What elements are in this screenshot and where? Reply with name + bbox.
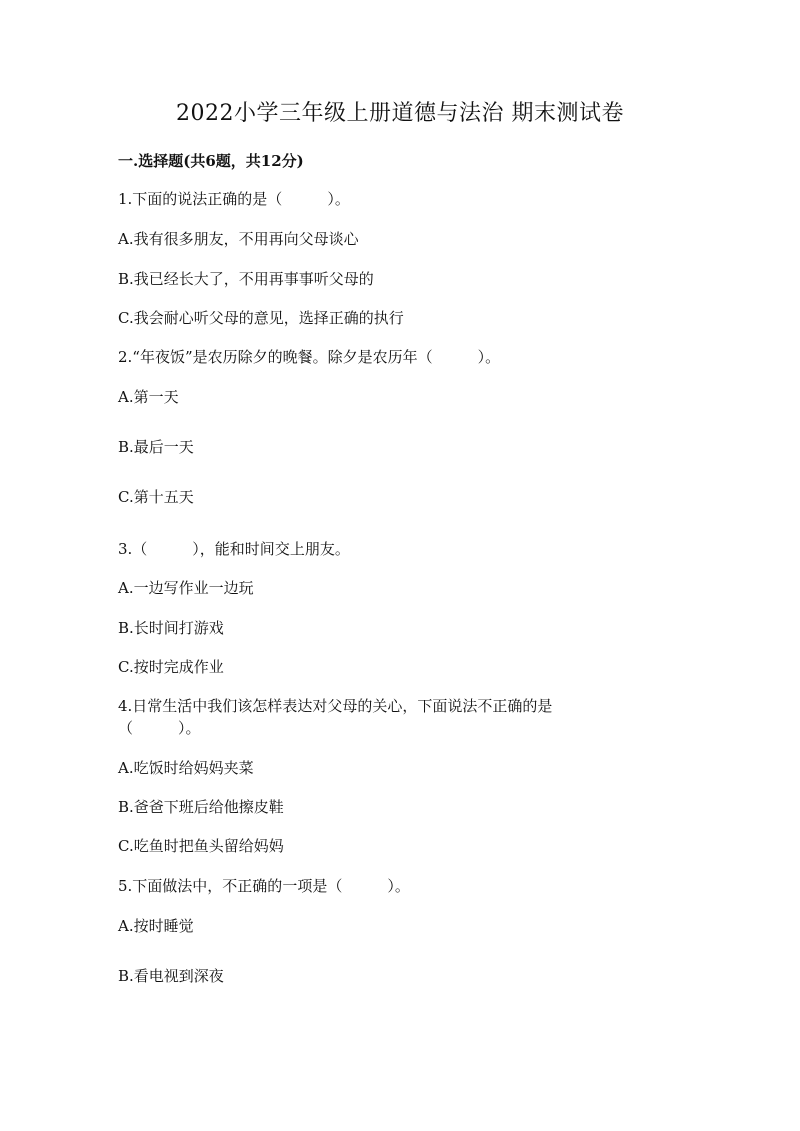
question-5-option-b: B.看电视到深夜	[118, 967, 224, 985]
question-5-option-a: A.按时睡觉	[118, 917, 194, 935]
question-1-option-a: A.我有很多朋友，不用再向父母谈心	[118, 230, 359, 248]
question-4-stem: 4.日常生活中我们该怎样表达对父母的关心，下面说法不正确的是	[118, 697, 553, 715]
question-2-option-c: C.第十五天	[118, 488, 194, 506]
question-5-stem: 5.下面做法中，不正确的一项是（ ）。	[118, 877, 410, 895]
page-title: 2022小学三年级上册道德与法治 期末测试卷	[176, 101, 624, 126]
question-4-option-a: A.吃饭时给妈妈夹菜	[118, 759, 254, 777]
question-3-option-a: A.一边写作业一边玩	[118, 579, 254, 597]
question-2-stem: 2.“年夜饭”是农历除夕的晚餐。除夕是农历年（ ）。	[118, 348, 501, 366]
question-4-option-c: C.吃鱼时把鱼头留给妈妈	[118, 837, 284, 855]
question-1-option-c: C.我会耐心听父母的意见，选择正确的执行	[118, 309, 404, 327]
section-heading: 一.选择题(共6题，共12分)	[118, 152, 304, 170]
question-1-option-b: B.我已经长大了，不用再事事听父母的	[118, 270, 374, 288]
question-2-option-b: B.最后一天	[118, 438, 194, 456]
question-3-stem: 3.（ ），能和时间交上朋友。	[118, 540, 350, 558]
question-4-stem-continued: （ ）。	[118, 719, 201, 737]
question-4-option-b: B.爸爸下班后给他擦皮鞋	[118, 798, 284, 816]
question-1-stem: 1.下面的说法正确的是（ ）。	[118, 190, 350, 208]
question-3-option-b: B.长时间打游戏	[118, 619, 224, 637]
question-2-option-a: A.第一天	[118, 388, 179, 406]
question-3-option-c: C.按时完成作业	[118, 658, 224, 676]
